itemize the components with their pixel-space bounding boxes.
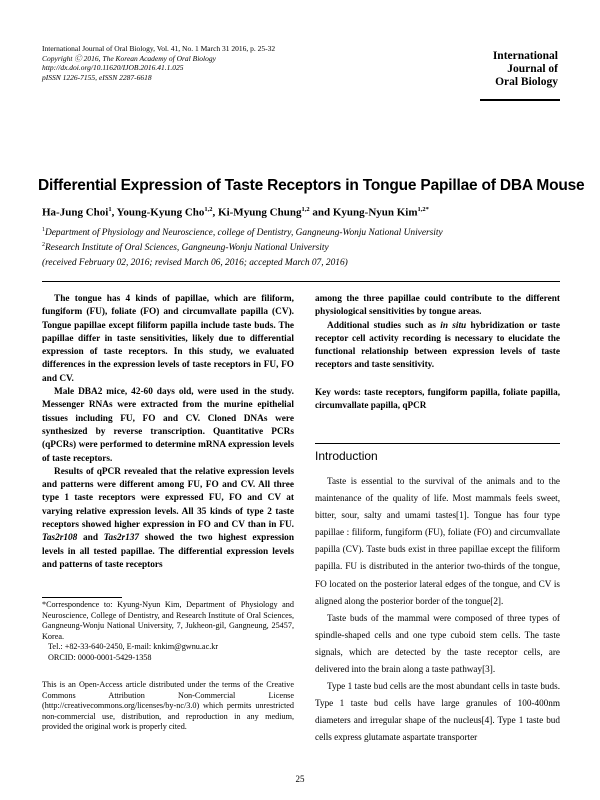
affiliation: Research Institute of Oral Sciences, Gangneung-Wonju National University xyxy=(45,243,329,254)
abstract-right-column xyxy=(315,293,560,412)
correspondence-address: *Correspondence to: Kyung-Nyun Kim, Department of Physiology and Neuroscience, College of Dentistry, and Research Institute of Oral Sciences, Gangneung-Wonju National University, 7, Jukheon-gil, Gangneung, 25457, Korea. xyxy=(42,600,294,641)
affiliations xyxy=(42,224,443,254)
abstract-paragraph: among the three papillae could contribute to the different physiological sensitivities by tongue areas. xyxy=(315,294,560,318)
abstract-paragraph: Male DBA2 mice, 42-60 days old, were used in the study. Messenger RNAs were extracted from the murine epithelial tissues including FU, FO and CV. Cloned DNAs were synthesized by reverse transcription. Quantitative PCRs (qPCRs) were performed to determine mRNA expression levels of taste receptors. xyxy=(42,387,294,464)
author-affil-sup: 1,2* xyxy=(417,206,429,213)
author-affil-sup: 1,2 xyxy=(301,206,310,213)
keywords: Key words: taste receptors, fungiform papilla, foliate papilla, circumvallate papilla, qPCR xyxy=(315,386,560,411)
affil-sup: 1 xyxy=(42,227,45,233)
abstract-paragraph: Additional studies such as in situ hybridization or taste receptor cell activity recording is necessary to elucidate the functional relationship between expression levels of taste receptors and taste sensitivity. xyxy=(315,320,560,371)
italic-term: in situ xyxy=(440,320,467,331)
footnote-divider xyxy=(42,597,122,598)
gene-name: Tas2r137 xyxy=(103,533,140,544)
introduction-text xyxy=(315,473,560,747)
affiliation: Department of Physiology and Neuroscience, college of Dentistry, Gangneung-Wonju National University xyxy=(45,228,443,239)
author-name: Kyung-Nyun Kim xyxy=(332,206,418,219)
issn-line: pISSN 1226-7155, eISSN 2287-6618 xyxy=(42,72,152,82)
author-name: Ha-Jung Choi xyxy=(42,206,109,219)
divider xyxy=(42,281,560,282)
author-list: Ha-Jung Choi$^1$, Young-Kyung Cho$^{1,2}$, Ki-Myung Chung$^{1,2}$ and Kyung-Nyun Kim$^{1,2*}$ xyxy=(42,206,429,219)
page-number: 25 xyxy=(295,774,305,784)
body-paragraph: Taste buds of the mammal were composed of three types of spindle-shaped cells and one type cuboid stem cells. The taste signals, which are detected by the taste receptor cells, are delivered into the brain along a taste pathway[3]. xyxy=(315,612,560,675)
affil-sup: 2 xyxy=(42,242,45,249)
journal-citation: International Journal of Oral Biology, Vol. 41, No. 1 March 31 2016, p. 25-32 xyxy=(42,44,276,53)
author-name: Young-Kyung Cho xyxy=(116,206,205,219)
body-paragraph: Type 1 taste bud cells are the most abundant cells in taste buds. Type 1 taste bud cells have large granules of 100-400nm diameters and irregular shape of the nucleus[4]. Type 1 taste bud cells express glutamate aspartate transporter xyxy=(315,681,560,743)
running-header xyxy=(42,44,275,82)
correspondence-footnote xyxy=(42,600,294,664)
abstract-paragraph: Results of qPCR revealed that the relative expression levels and patterns were different among FU, FO and CV. All three type 1 taste receptors were expressed FU, FO and CV at varying relative expression levels. All 35 kinds of type 2 taste receptors showed higher expression in FO and CV than in FU. Tas2r108 and Tas2r137 showed the two highest expression levels in all tested papillae. The differential expression levels and patterns of taste receptors xyxy=(42,466,294,570)
copyright-line: Copyright Ⓒ 2016, The Korean Academy of Oral Biology xyxy=(42,53,216,63)
author-name: Ki-Myung Chung xyxy=(218,206,302,219)
journal-logo-line: Journal of xyxy=(507,63,558,75)
license-note: This is an Open-Access article distributed under the terms of the Creative Commons Attribution Non-Commercial License (http://creativecommons.org/licenses/by-nc/3.0) which permits unrestricted non-commercial use, distribution, and reproduction in any medium, provided the original work is properly cited. xyxy=(42,680,294,732)
article-title: Differential Expression of Taste Receptors in Tongue Papillae of DBA Mouse xyxy=(38,177,585,194)
correspondence-orcid: ORCID: 0000-0001-5429-1358 xyxy=(48,652,152,662)
section-heading: Introduction xyxy=(315,443,560,463)
doi-link[interactable]: http://dx.doi.org/10.11620/IJOB.2016.41.1.025 xyxy=(42,63,184,73)
journal-logo-underline xyxy=(480,99,560,101)
journal-logo-line: Oral Biology xyxy=(495,76,558,88)
author-affil-sup: 1 xyxy=(108,206,112,213)
journal-logo-line: International xyxy=(492,50,558,62)
body-paragraph: Taste is essential to the survival of the animals and to the maintenance of the quality of life. Most mammals feels sweet, bitter, sour, salty and umami tastes[1]. Tongue has four type papillae : filiform, fungiform (FU), foliate (FO) and circumvallate papilla (CV). Taste buds exist in three papillae except the filiform papilla. FU is distributed in the anterior two-thirds of the tongue, FO located on the posterior lateral edges of the tongue, and CV is aligned along the posterior border of the tongue[2]. xyxy=(315,476,560,606)
abstract-paragraph: The tongue has 4 kinds of papillae, which are filiform, fungiform (FU), foliate (FO) and circumvallate papilla (CV). Tongue papillae except filiform papilla include taste buds. The papillae differ in taste sensitivities, likely due to differential expression of taste receptors. In this study, we evaluated differences in the expression levels of taste receptors in FU, FO and CV. xyxy=(42,294,294,384)
author-affil-sup: 1,2 xyxy=(204,206,213,213)
abstract-left-column xyxy=(42,293,294,572)
received-dates: (received February 02, 2016; revised March 06, 2016; accepted March 07, 2016) xyxy=(42,258,348,268)
correspondence-contact: Tel.: +82-33-640-2450, E-mail: knkim@gwnu.ac.kr xyxy=(48,642,219,652)
journal-logo xyxy=(480,50,558,89)
gene-name: Tas2r108 xyxy=(42,533,78,544)
